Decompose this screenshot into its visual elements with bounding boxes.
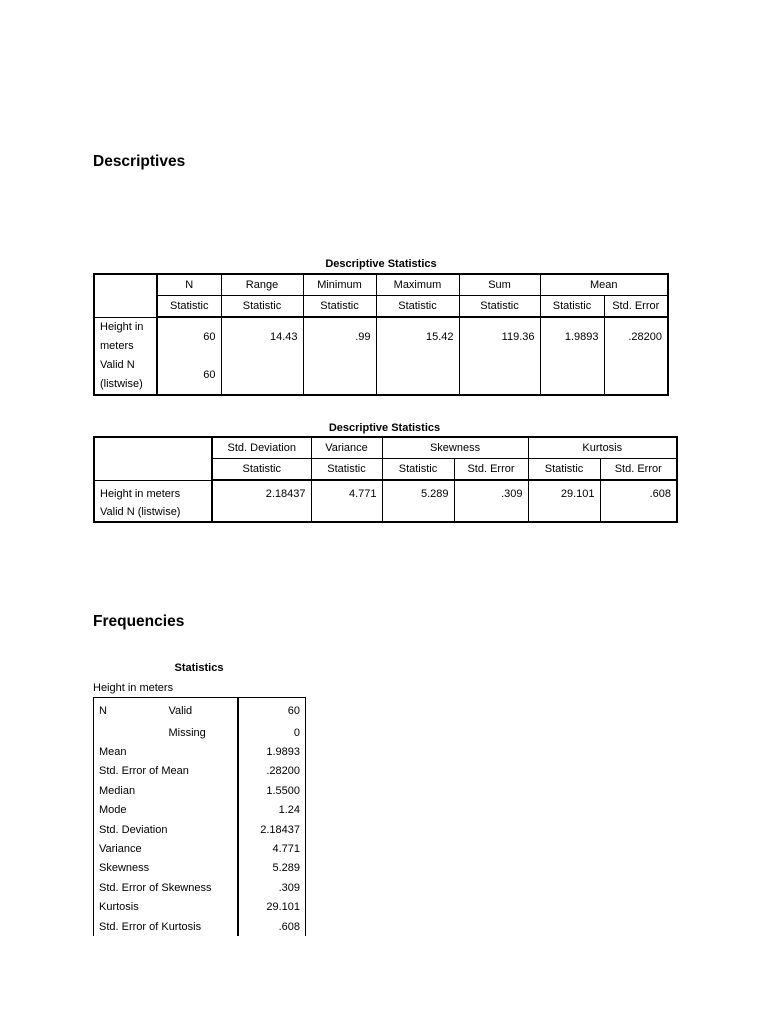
cell-value: 5.289 [382, 480, 454, 503]
table-row [94, 801, 306, 820]
stat-value: 5.289 [238, 859, 306, 878]
table-row [94, 917, 306, 936]
statistics-table [93, 697, 306, 936]
column-subheader: Statistic [382, 459, 454, 481]
table-row [94, 503, 677, 522]
stat-value: 60 [238, 698, 306, 724]
stat-value: .28200 [238, 762, 306, 781]
table-row [94, 480, 677, 503]
cell-value: .309 [454, 480, 528, 503]
column-subheader: Statistic [157, 296, 221, 318]
table-row [94, 742, 306, 761]
table-row [94, 820, 306, 839]
column-header: Mean [540, 274, 668, 296]
stat-value: 2.18437 [238, 820, 306, 839]
table-row [94, 698, 306, 724]
stat-value: 1.5500 [238, 781, 306, 800]
column-header: Variance [311, 437, 382, 459]
stat-label: Mode [99, 804, 127, 817]
stat-value: .309 [238, 878, 306, 897]
column-header: Minimum [303, 274, 376, 296]
frequencies-heading: Frequencies [93, 613, 185, 630]
column-header: Sum [459, 274, 540, 296]
stat-label: Kurtosis [99, 901, 139, 914]
statistics-subtitle: Height in meters [93, 682, 174, 694]
table-row [94, 898, 306, 917]
table-row [94, 356, 668, 395]
column-subheader: Std. Error [604, 296, 668, 318]
column-header: Maximum [376, 274, 459, 296]
table-row [94, 762, 306, 781]
cell-value: 4.771 [311, 480, 382, 503]
stat-label: Std. Error of Mean [99, 765, 189, 778]
stat-label: Std. Deviation [99, 823, 168, 836]
cell-value: 14.43 [221, 317, 303, 356]
column-subheader: Statistic [528, 459, 600, 481]
descriptive-statistics-table-1 [93, 273, 669, 396]
column-subheader: Statistic [303, 296, 376, 318]
stat-value: 29.101 [238, 898, 306, 917]
stat-sublabel: Valid [168, 704, 193, 717]
cell-value: .99 [303, 317, 376, 356]
column-header: N [157, 274, 221, 296]
cell-value: 15.42 [376, 317, 459, 356]
column-subheader: Std. Error [600, 459, 677, 481]
column-subheader: Statistic [540, 296, 604, 318]
column-header: Std. Deviation [212, 437, 311, 459]
stat-label: Std. Error of Kurtosis [99, 920, 202, 933]
stat-label: Variance [99, 843, 142, 856]
column-subheader: Statistic [212, 459, 311, 481]
descriptives-heading: Descriptives [93, 153, 186, 170]
table-row [94, 723, 306, 742]
stat-label: Mean [99, 746, 127, 759]
cell-value: 29.101 [528, 480, 600, 503]
cell-value: 119.36 [459, 317, 540, 356]
row-label: Height in meters [94, 317, 157, 356]
stat-value: 1.24 [238, 801, 306, 820]
cell-value: 60 [157, 356, 221, 395]
column-header: Skewness [382, 437, 528, 459]
column-subheader: Statistic [311, 459, 382, 481]
stat-sublabel: Missing [168, 726, 206, 739]
table-corner [94, 274, 157, 317]
column-subheader: Std. Error [454, 459, 528, 481]
stat-label [94, 723, 164, 742]
column-subheader: Statistic [376, 296, 459, 318]
descriptive-statistics-table-2 [93, 436, 678, 523]
table-corner [94, 437, 212, 480]
cell-value: .608 [600, 480, 677, 503]
stat-value: 0 [238, 723, 306, 742]
stat-label: N [99, 704, 107, 717]
row-label: Height in meters [94, 480, 212, 503]
table-row [94, 859, 306, 878]
row-label: Valid N (listwise) [94, 503, 212, 522]
stat-value: .608 [238, 917, 306, 936]
cell-value: 60 [157, 317, 221, 356]
row-label: Valid N (listwise) [94, 356, 157, 395]
column-subheader: Statistic [221, 296, 303, 318]
cell-value: 1.9893 [540, 317, 604, 356]
table-row [94, 839, 306, 858]
stat-value: 1.9893 [238, 742, 306, 761]
stat-label: Median [99, 784, 136, 797]
stat-value: 4.771 [238, 839, 306, 858]
column-header: Kurtosis [528, 437, 677, 459]
descriptive-statistics-caption-1: Descriptive Statistics [325, 258, 437, 270]
cell-value: 2.18437 [212, 480, 311, 503]
stat-label: Std. Error of Skewness [99, 881, 212, 894]
descriptive-statistics-caption-2: Descriptive Statistics [328, 422, 441, 434]
table-row [94, 878, 306, 897]
table-row [94, 781, 306, 800]
column-subheader: Statistic [459, 296, 540, 318]
stat-label: Skewness [99, 862, 150, 875]
table-row [94, 317, 668, 356]
column-header: Range [221, 274, 303, 296]
cell-value: .28200 [604, 317, 668, 356]
statistics-caption: Statistics [174, 662, 224, 674]
